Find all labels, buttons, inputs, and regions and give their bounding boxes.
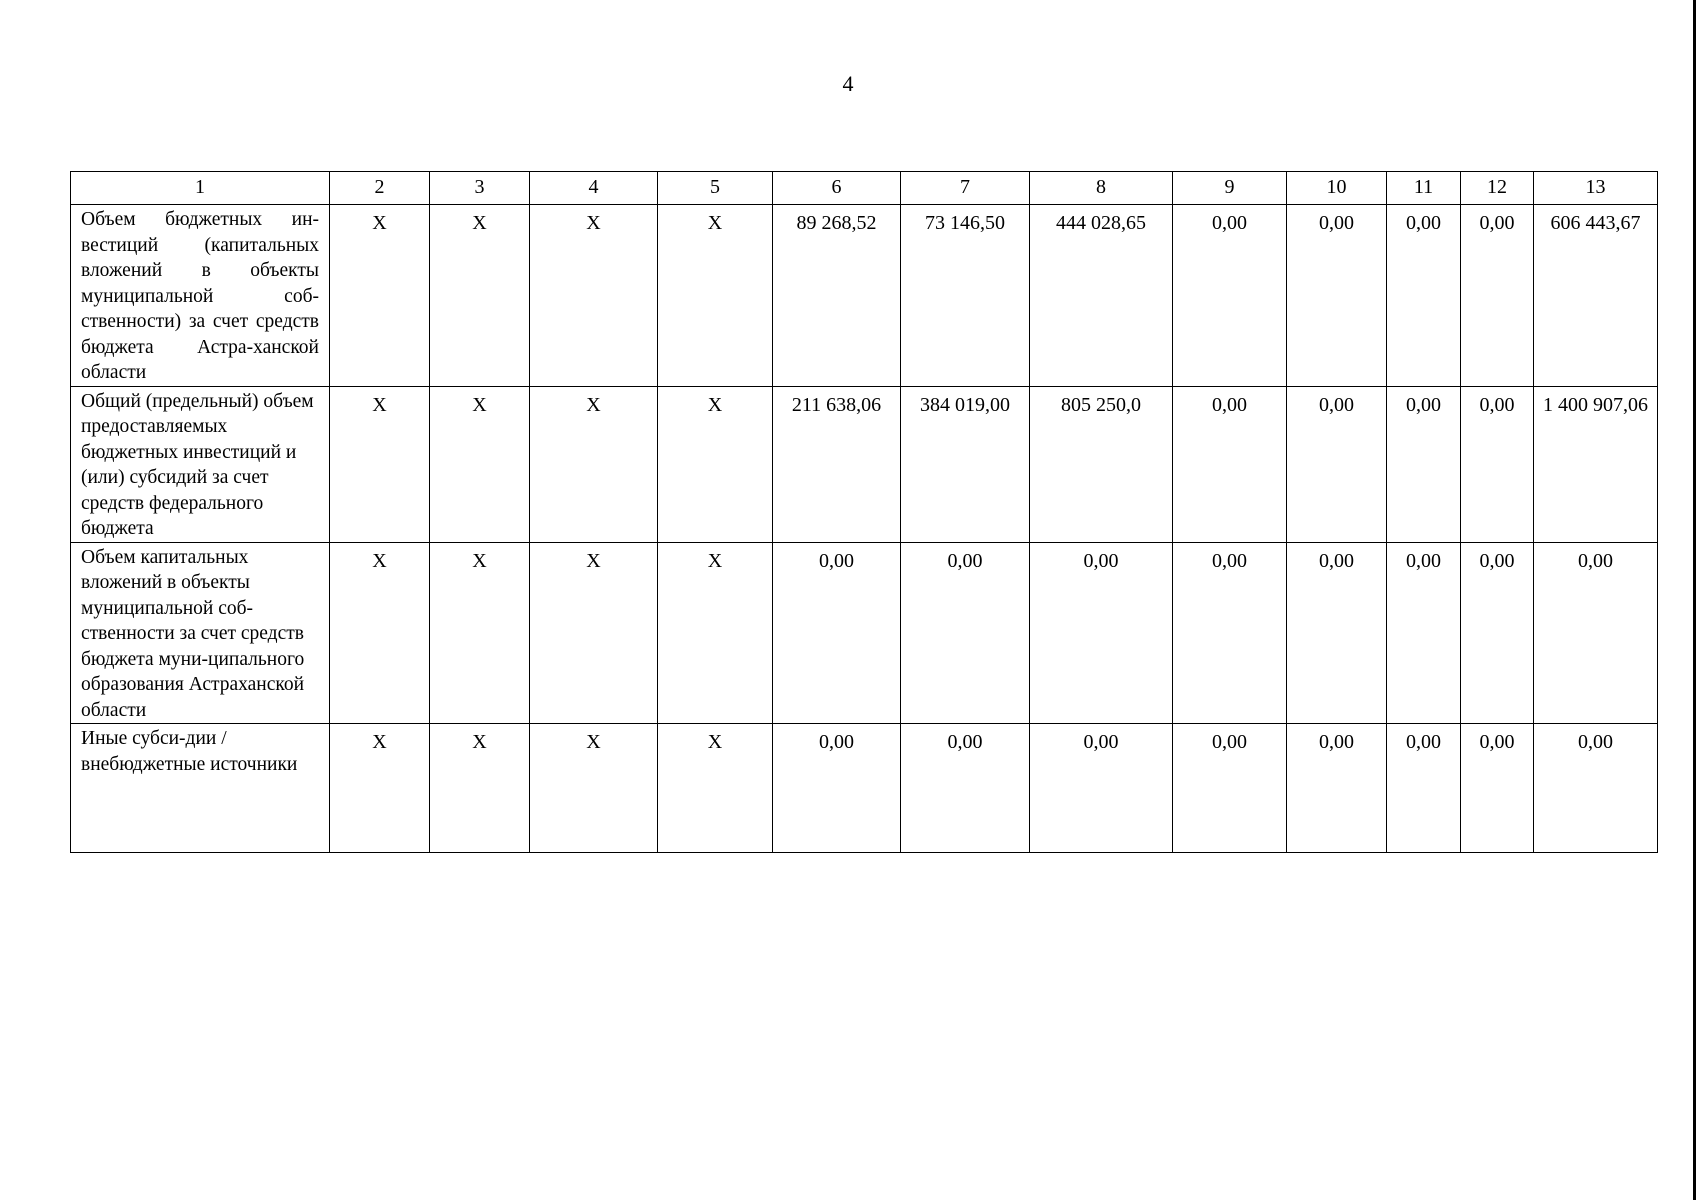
column-header: 12	[1461, 172, 1534, 205]
table-cell: 384 019,00	[901, 386, 1030, 542]
table-cell: 0,00	[1387, 542, 1461, 724]
row-label: Объем бюджетных ин-вестиций (капитальных вложений в объекты муниципальной соб-ственности) за счет средств бюджета Астра-ханской области	[71, 205, 330, 387]
table-row	[71, 542, 1658, 724]
table-cell: 0,00	[1387, 205, 1461, 387]
table-cell: 0,00	[1461, 386, 1534, 542]
table-row	[71, 724, 1658, 853]
table-cell: X	[430, 724, 530, 853]
table-cell: X	[330, 205, 430, 387]
column-header: 9	[1173, 172, 1287, 205]
table-cell: 73 146,50	[901, 205, 1030, 387]
table-cell: 0,00	[1461, 542, 1534, 724]
column-header: 6	[773, 172, 901, 205]
table-cell: 805 250,0	[1030, 386, 1173, 542]
table-row	[71, 386, 1658, 542]
table-cell: 0,00	[1030, 724, 1173, 853]
table-cell: 0,00	[1030, 542, 1173, 724]
table-cell: X	[658, 205, 773, 387]
table-cell: 0,00	[1287, 724, 1387, 853]
table-cell: 606 443,67	[1534, 205, 1658, 387]
table-cell: X	[430, 205, 530, 387]
column-header: 5	[658, 172, 773, 205]
table-cell: 0,00	[1287, 542, 1387, 724]
row-label: Общий (предельный) объем предоставляемых бюджетных инвестиций и (или) субсидий за счет средств федерального бюджета	[71, 386, 330, 542]
row-label: Иные субси-дии / внебюджетные источники	[71, 724, 330, 853]
column-header: 10	[1287, 172, 1387, 205]
table-cell: 0,00	[1287, 386, 1387, 542]
table-cell: X	[330, 542, 430, 724]
table-cell: 0,00	[1534, 542, 1658, 724]
table-cell: X	[530, 542, 658, 724]
table-cell: 1 400 907,06	[1534, 386, 1658, 542]
table-cell: 0,00	[1461, 724, 1534, 853]
page-number: 4	[842, 71, 854, 96]
table-cell: 0,00	[901, 542, 1030, 724]
table-cell: 211 638,06	[773, 386, 901, 542]
table-cell: 0,00	[1173, 724, 1287, 853]
table-cell: 0,00	[1287, 205, 1387, 387]
table-cell: X	[658, 386, 773, 542]
table-cell: 0,00	[1387, 386, 1461, 542]
table-cell: X	[330, 386, 430, 542]
table-cell: X	[530, 386, 658, 542]
table-cell: X	[530, 724, 658, 853]
table-cell: 0,00	[1461, 205, 1534, 387]
column-header: 1	[71, 172, 330, 205]
table-cell: 0,00	[1173, 542, 1287, 724]
table-cell: 0,00	[1387, 724, 1461, 853]
column-header: 8	[1030, 172, 1173, 205]
column-header: 7	[901, 172, 1030, 205]
table-cell: X	[430, 542, 530, 724]
table-cell: 444 028,65	[1030, 205, 1173, 387]
table-cell: 0,00	[1534, 724, 1658, 853]
table-cell: X	[658, 542, 773, 724]
table-cell: X	[530, 205, 658, 387]
column-header: 3	[430, 172, 530, 205]
column-header: 11	[1387, 172, 1461, 205]
table-cell: 0,00	[1173, 386, 1287, 542]
row-label: Объем капитальных вложений в объекты муниципальной соб-ственности за счет средств бюджета муни-ципального образования Астраханской области	[71, 542, 330, 724]
column-number-row	[71, 172, 1658, 205]
table-cell: 0,00	[773, 724, 901, 853]
table-cell: X	[330, 724, 430, 853]
table-cell: 0,00	[1173, 205, 1287, 387]
budget-investment-table	[70, 171, 1658, 853]
table-row	[71, 205, 1658, 387]
table-cell: 0,00	[773, 542, 901, 724]
table-cell: X	[658, 724, 773, 853]
table-cell: 0,00	[901, 724, 1030, 853]
column-header: 2	[330, 172, 430, 205]
column-header: 13	[1534, 172, 1658, 205]
table-cell: X	[430, 386, 530, 542]
column-header: 4	[530, 172, 658, 205]
table-cell: 89 268,52	[773, 205, 901, 387]
